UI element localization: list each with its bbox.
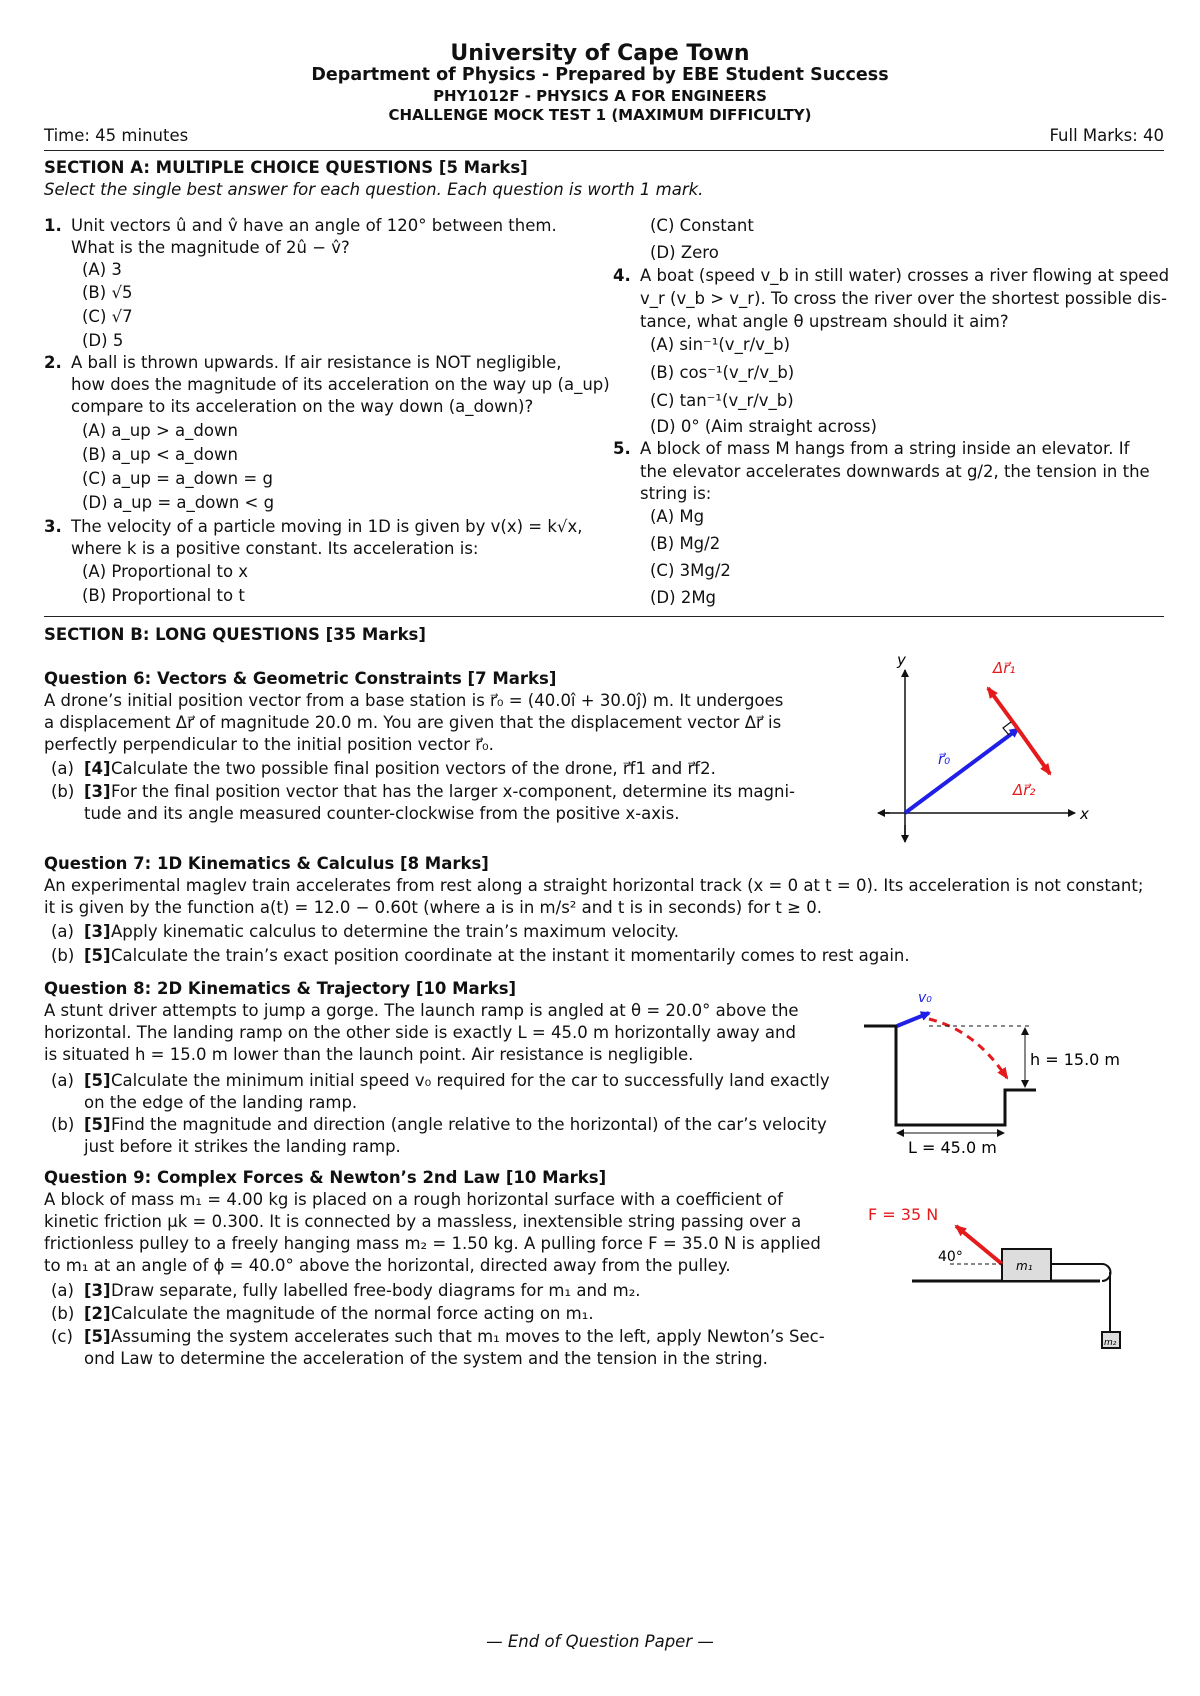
q3-stem-line2: where k is a positive constant. Its acceleration is: bbox=[71, 539, 479, 558]
x-axis-label: x bbox=[1080, 805, 1089, 823]
q4-option-b: (B) cos⁻¹(v_r/v_b) bbox=[650, 363, 795, 382]
q9-body-line3: frictionless pulley to a freely hanging mass m₂ = 1.50 kg. A pulling force F = 35.0 N is applied bbox=[44, 1234, 821, 1253]
q7b-marks: [5] bbox=[84, 946, 111, 965]
vector-diagram bbox=[870, 650, 1100, 850]
q5-stem-line2: the elevator accelerates downwards at g/2, the tension in the bbox=[640, 462, 1150, 481]
q3-option-c: (C) Constant bbox=[650, 216, 754, 235]
q8-body-line1: A stunt driver attempts to jump a gorge. The launch ramp is angled at θ = 20.0° above the bbox=[44, 1001, 799, 1020]
q4-number: 4. bbox=[613, 266, 631, 285]
q2-stem-line1: A ball is thrown upwards. If air resistance is NOT negligible, bbox=[71, 353, 562, 372]
q1-option-b: (B) √5 bbox=[82, 283, 133, 302]
test-title: CHALLENGE MOCK TEST 1 (MAXIMUM DIFFICULTY) bbox=[388, 106, 812, 124]
q2-option-d: (D) a_up = a_down < g bbox=[82, 493, 275, 512]
force-vector bbox=[956, 1226, 1002, 1264]
q8b-marks: [5] bbox=[84, 1115, 111, 1134]
q6b-text-line2: tude and its angle measured counter-clockwise from the positive x-axis. bbox=[84, 804, 680, 823]
q8b-text-line2: just before it strikes the landing ramp. bbox=[84, 1137, 401, 1156]
q9b-label: (b) bbox=[51, 1304, 75, 1323]
dr2-vector bbox=[1018, 729, 1050, 774]
full-marks-label: Full Marks: 40 bbox=[1049, 126, 1164, 145]
m1-label: m₁ bbox=[1016, 1259, 1033, 1273]
q9a-marks: [3] bbox=[84, 1281, 111, 1300]
q5-option-c: (C) 3Mg/2 bbox=[650, 561, 731, 580]
q8b-text-line1: Find the magnitude and direction (angle relative to the horizontal) of the car’s velocity bbox=[111, 1115, 827, 1134]
q7a-marks: [3] bbox=[84, 922, 111, 941]
q1-option-a: (A) 3 bbox=[82, 260, 122, 279]
course-line: PHY1012F - PHYSICS A FOR ENGINEERS bbox=[433, 87, 767, 105]
q9c-marks: [5] bbox=[84, 1327, 111, 1346]
section-a-title: SECTION A: MULTIPLE CHOICE QUESTIONS [5 Marks] bbox=[44, 158, 528, 177]
q9c-text-line1: Assuming the system accelerates such that m₁ moves to the left, apply Newton’s Sec- bbox=[111, 1327, 825, 1346]
q7-body-line2: it is given by the function a(t) = 12.0 − 0.60t (where a is in m/s² and t is in seconds) for t ≥ 0. bbox=[44, 898, 822, 917]
q7a-label: (a) bbox=[51, 922, 74, 941]
q6b-marks: [3] bbox=[84, 782, 111, 801]
q9b-marks: [2] bbox=[84, 1304, 111, 1323]
q1-number: 1. bbox=[44, 216, 62, 235]
q6a-label: (a) bbox=[51, 759, 74, 778]
q5-option-b: (B) Mg/2 bbox=[650, 534, 721, 553]
pulley-diagram bbox=[860, 1185, 1120, 1348]
section-a-instructions: Select the single best answer for each question. Each question is worth 1 mark. bbox=[44, 180, 704, 199]
trajectory-path bbox=[929, 1019, 1007, 1078]
q9c-label: (c) bbox=[51, 1327, 73, 1346]
r0-vector bbox=[905, 729, 1018, 813]
time-label: Time: 45 minutes bbox=[44, 126, 189, 145]
university-title: University of Cape Town bbox=[450, 41, 750, 66]
distance-label: L = 45.0 m bbox=[908, 1138, 997, 1157]
q1-option-d: (D) 5 bbox=[82, 331, 124, 350]
q2-option-c: (C) a_up = a_down = g bbox=[82, 469, 273, 488]
q2-stem-line3: compare to its acceleration on the way down (a_down)? bbox=[71, 397, 534, 416]
q6a-marks: [4] bbox=[84, 759, 111, 778]
q7-body-line1: An experimental maglev train accelerates from rest along a straight horizontal track (x = 0 at t = 0). Its acceleration is not constant; bbox=[44, 876, 1144, 895]
section-divider bbox=[44, 616, 1164, 617]
q2-option-a: (A) a_up > a_down bbox=[82, 421, 238, 440]
q9c-text-line2: ond Law to determine the acceleration of the system and the tension in the string. bbox=[84, 1349, 768, 1368]
q1-stem-line1: Unit vectors û and v̂ have an angle of 120° between them. bbox=[71, 216, 557, 235]
q5-option-a: (A) Mg bbox=[650, 507, 705, 526]
q2-option-b: (B) a_up < a_down bbox=[82, 445, 238, 464]
q4-option-c: (C) tan⁻¹(v_r/v_b) bbox=[650, 391, 794, 410]
q7a-text: Apply kinematic calculus to determine the train’s maximum velocity. bbox=[111, 922, 679, 941]
q6-body-line3: perfectly perpendicular to the initial position vector r⃗₀. bbox=[44, 735, 494, 754]
department-line: Department of Physics - Prepared by EBE Student Success bbox=[311, 65, 889, 85]
q4-stem-line2: v_r (v_b > v_r). To cross the river over the shortest possible dis- bbox=[640, 289, 1167, 308]
v0-label: v₀ bbox=[918, 990, 932, 1006]
q8-body-line3: is situated h = 15.0 m lower than the launch point. Air resistance is negligible. bbox=[44, 1045, 694, 1064]
section-b-title: SECTION B: LONG QUESTIONS [35 Marks] bbox=[44, 625, 426, 644]
q2-stem-line2: how does the magnitude of its acceleration on the way up (a_up) bbox=[71, 375, 610, 394]
height-label: h = 15.0 m bbox=[1030, 1050, 1121, 1069]
dr1-label: Δr⃗₁ bbox=[993, 659, 1016, 677]
q1-stem-line2: What is the magnitude of 2û − v̂? bbox=[71, 238, 350, 257]
q6-body-line2: a displacement Δr⃗ of magnitude 20.0 m. You are given that the displacement vector Δr⃗ is bbox=[44, 713, 782, 732]
q8a-text-line1: Calculate the minimum initial speed v₀ required for the car to successfully land exactly bbox=[111, 1071, 830, 1090]
end-of-paper: — End of Question Paper — bbox=[486, 1632, 714, 1651]
q5-number: 5. bbox=[613, 439, 631, 458]
q8-title: Question 8: 2D Kinematics & Trajectory [10 Marks] bbox=[44, 979, 517, 998]
q8a-marks: [5] bbox=[84, 1071, 111, 1090]
v0-vector bbox=[897, 1013, 929, 1026]
q2-number: 2. bbox=[44, 353, 62, 372]
q5-stem-line1: A block of mass M hangs from a string inside an elevator. If bbox=[640, 439, 1130, 458]
q3-number: 3. bbox=[44, 517, 62, 536]
gorge-diagram bbox=[855, 980, 1140, 1165]
q4-option-d: (D) 0° (Aim straight across) bbox=[650, 417, 877, 436]
q3-stem-line1: The velocity of a particle moving in 1D is given by v(x) = k√x, bbox=[71, 517, 583, 536]
q4-option-a: (A) sin⁻¹(v_r/v_b) bbox=[650, 335, 791, 354]
q5-stem-line3: string is: bbox=[640, 484, 712, 503]
q8a-text-line2: on the edge of the landing ramp. bbox=[84, 1093, 358, 1112]
q9-body-line4: to m₁ at an angle of ϕ = 40.0° above the horizontal, directed away from the pulley. bbox=[44, 1256, 731, 1275]
q3-option-d: (D) Zero bbox=[650, 243, 719, 262]
angle-label: 40° bbox=[938, 1249, 963, 1265]
r0-label: r⃗₀ bbox=[938, 750, 951, 768]
q7b-label: (b) bbox=[51, 946, 75, 965]
q5-option-d: (D) 2Mg bbox=[650, 588, 717, 607]
q6b-text-line1: For the final position vector that has the larger x-component, determine its magni- bbox=[111, 782, 796, 801]
y-axis-label: y bbox=[897, 651, 906, 669]
q7-title: Question 7: 1D Kinematics & Calculus [8 Marks] bbox=[44, 854, 489, 873]
q6-body-line1: A drone’s initial position vector from a base station is r⃗₀ = (40.0î + 30.0ĵ) m. It undergoes bbox=[44, 691, 784, 710]
q7b-text: Calculate the train’s exact position coordinate at the instant it momentarily comes to rest again. bbox=[111, 946, 910, 965]
q9a-text: Draw separate, fully labelled free-body diagrams for m₁ and m₂. bbox=[111, 1281, 641, 1300]
q4-stem-line3: tance, what angle θ upstream should it aim? bbox=[640, 312, 1009, 331]
q9-body-line2: kinetic friction μk = 0.300. It is connected by a massless, inextensible string passing over a bbox=[44, 1212, 802, 1231]
q6a-text: Calculate the two possible final position vectors of the drone, r⃗f1 and r⃗f2. bbox=[111, 759, 716, 778]
m2-label: m₂ bbox=[1104, 1338, 1117, 1348]
q1-option-c: (C) √7 bbox=[82, 307, 133, 326]
q8-body-line2: horizontal. The landing ramp on the other side is exactly L = 45.0 m horizontally away and bbox=[44, 1023, 796, 1042]
terrain-outline bbox=[864, 1026, 1036, 1125]
dr1-vector bbox=[988, 688, 1018, 729]
q3-option-b: (B) Proportional to t bbox=[82, 586, 245, 605]
q9b-text: Calculate the magnitude of the normal force acting on m₁. bbox=[111, 1304, 594, 1323]
q8b-label: (b) bbox=[51, 1115, 75, 1134]
q8a-label: (a) bbox=[51, 1071, 74, 1090]
q4-stem-line1: A boat (speed v_b in still water) crosses a river flowing at speed bbox=[640, 266, 1170, 285]
q6b-label: (b) bbox=[51, 782, 75, 801]
header-divider bbox=[44, 150, 1164, 151]
force-label: F = 35 N bbox=[868, 1205, 939, 1224]
q9-body-line1: A block of mass m₁ = 4.00 kg is placed on a rough horizontal surface with a coefficient of bbox=[44, 1190, 783, 1209]
q9-title: Question 9: Complex Forces & Newton’s 2nd Law [10 Marks] bbox=[44, 1168, 607, 1187]
dr2-label: Δr⃗₂ bbox=[1013, 781, 1036, 799]
q6-title: Question 6: Vectors & Geometric Constraints [7 Marks] bbox=[44, 669, 557, 688]
q9a-label: (a) bbox=[51, 1281, 74, 1300]
q3-option-a: (A) Proportional to x bbox=[82, 562, 249, 581]
